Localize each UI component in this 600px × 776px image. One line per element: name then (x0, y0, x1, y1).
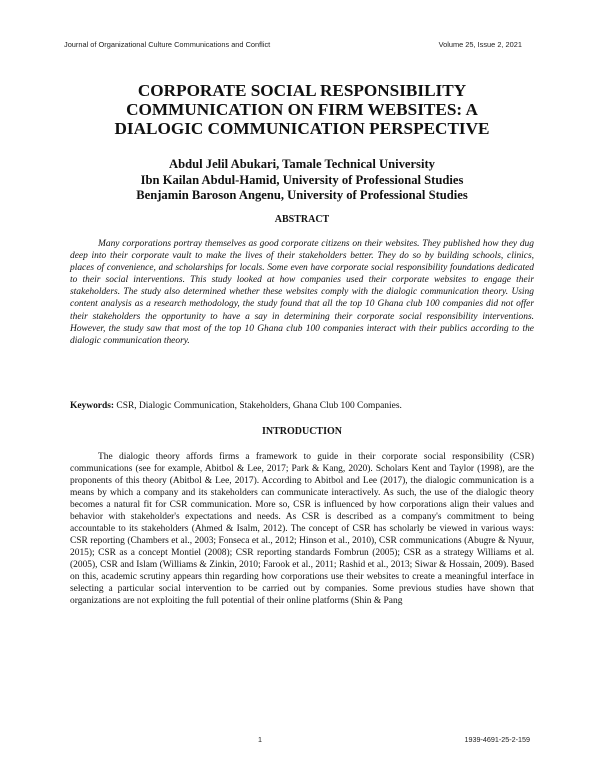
issn: 1939-4691-25-2-159 (464, 735, 530, 744)
author-2: Ibn Kailan Abdul-Hamid, University of Professional Studies (140, 172, 464, 187)
introduction-text: The dialogic theory affords firms a framework to guide in their corporate social responsibility (CSR) communications (see for example, Abitbol & Lee, 2017; Park & Kang, 2020). Scholars Kent and Taylor (1998), are the proponents of this theory (Abitbol & Lee, 2017). According to Abitbol and Lee (2017), the dialogic communication is a means by which a company and its stakeholders can communicate interactively. As such, the use of the dialogic theory becomes a natural fit for CSR communication. More so, CSR is influenced by how corporations align their values and behavior with stakeholder's expectations and needs. As CSR is described as a company's commitment to being accountable to its stakeholders (Ahmed & Isalm, 2012). The concept of CSR has scholarly be viewed in various ways: CSR reporting (Chambers et al., 2003; Fonseca et al., 2012; Hinson et al., 2010), CSR communications (Abugre & Nyuur, 2015); CSR as a concept Montiel (2008); CSR reporting standards Fombrun (2005); CSR as a strategy Williams et al. (2005), CSR and Islam (Williams & Zinkin, 2010; Farook et al., 2011; Rashid et al., 2013; Siwar & Hossain, 2009). Based on this, academic scrutiny appears thin regarding how corporations use their websites to create a meaningful interface in selecting a particular social intervention to be carried out by companies. Some previous studies have shown that organizations are not exploiting the full potential of their online platforms (Shin & Pang (70, 452, 534, 606)
page-number: 1 (258, 735, 262, 744)
volume-issue: Volume 25, Issue 2, 2021 (438, 40, 522, 49)
introduction-heading: INTRODUCTION (261, 426, 342, 437)
keywords (70, 401, 540, 411)
abstract-text: Many corporations portray themselves as good corporate citizens on their websites. They published how they dug deep into their corporate vault to make the lives of their stakeholders better. They do so by building schools, clinics, places of convenience, and scholarships for locals. Some even have corporate social responsibility foundations dedicated to their social interventions. This study looked at how companies used their corporate websites to engage their stakeholders. The study also determined whether these websites comply with the dialogic communication theory. Using content analysis as a research methodology, the study found that all the top 10 Ghana club 100 companies did not offer their stakeholders the opportunity to have a say in determining their corporate social responsibility interventions. However, the study saw that most of the top 10 Ghana club 100 companies interact with their publics according to the dialogic communication theory. (70, 239, 534, 346)
title-line-3: DIALOGIC COMMUNICATION PERSPECTIVE (114, 119, 490, 138)
paper-title (60, 81, 544, 138)
author-3: Benjamin Baroson Angenu, University of Professional Studies (136, 188, 468, 202)
keywords-label: Keywords: (70, 401, 115, 411)
keywords-text: CSR, Dialogic Communication, Stakeholders, Ghana Club 100 Companies. (116, 401, 402, 411)
journal-name: Journal of Organizational Culture Communications and Conflict (64, 40, 271, 49)
title-line-1: CORPORATE SOCIAL RESPONSIBILITY (137, 81, 467, 100)
abstract-heading: ABSTRACT (274, 214, 330, 225)
author-list (60, 157, 544, 204)
author-1: Abdul Jelil Abukari, Tamale Technical University (169, 157, 435, 171)
title-line-2: COMMUNICATION ON FIRM WEBSITES: A (126, 100, 478, 119)
